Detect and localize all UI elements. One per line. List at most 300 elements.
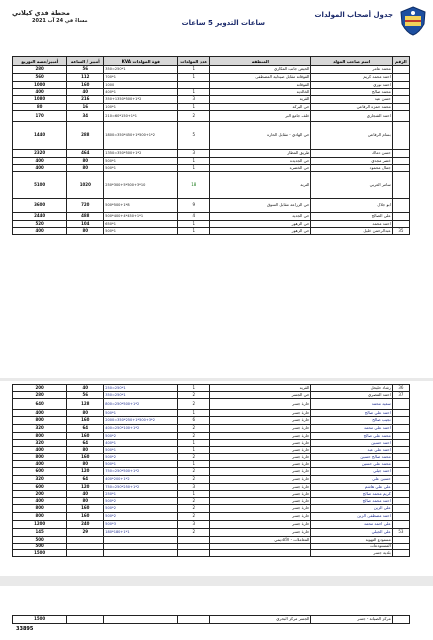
grand-total: 33895 bbox=[16, 626, 34, 632]
generator-count: 5 bbox=[178, 122, 210, 150]
area-name: حارة جسر bbox=[210, 410, 311, 417]
generator-kva: 2*500 bbox=[104, 433, 178, 440]
area-name: حارة جسر bbox=[210, 447, 311, 454]
distribution-share: 400 bbox=[13, 228, 67, 235]
owner-name: مركز الصيانة - جسر bbox=[311, 616, 392, 624]
area-name: حارة جسر bbox=[210, 399, 311, 410]
generator-kva: 2*500+1*450+1*350=1800 bbox=[104, 122, 178, 150]
generator-count: 2 bbox=[178, 498, 210, 505]
amp-hour: 40 bbox=[67, 491, 104, 498]
col-header-number: الرقم bbox=[392, 57, 409, 66]
table-row bbox=[13, 425, 410, 433]
generator-kva: 2*250+1*250=750 bbox=[104, 484, 178, 491]
owner-name: علي الجيلي bbox=[311, 529, 392, 537]
generator-kva: 1*500 bbox=[104, 228, 178, 235]
area-name: الخالديه bbox=[210, 89, 311, 96]
area-name: حارة جسر bbox=[210, 521, 311, 529]
area-name: حارة جسر bbox=[210, 468, 311, 476]
distribution-share: 1500 bbox=[13, 616, 67, 624]
owner-name: احمد مصطفى الزين bbox=[311, 513, 392, 521]
table-row bbox=[13, 521, 410, 529]
table-row bbox=[13, 454, 410, 461]
area-name: حي الهادي - مقابل الحاره bbox=[210, 122, 311, 150]
area-name: الحيص جانب المكاري bbox=[210, 66, 311, 74]
row-number bbox=[392, 513, 409, 521]
area-name: الفوقانه bbox=[210, 82, 311, 89]
generators-table-page-3 bbox=[12, 615, 410, 624]
generator-kva bbox=[104, 537, 178, 544]
owner-name: محمد علي حسين bbox=[311, 461, 392, 468]
distribution-share: 800 bbox=[13, 417, 67, 425]
amp-hour: 40 bbox=[67, 89, 104, 96]
row-number bbox=[392, 104, 409, 111]
distribution-share: 400 bbox=[13, 410, 67, 417]
table-row bbox=[13, 513, 410, 521]
table-row bbox=[13, 158, 410, 165]
distribution-share: 145 bbox=[13, 529, 67, 537]
generators-table-page-2 bbox=[12, 384, 410, 557]
amp-hour: 160 bbox=[67, 505, 104, 513]
row-number bbox=[392, 550, 409, 557]
amp-hour: 80 bbox=[67, 461, 104, 468]
distribution-share: 400 bbox=[13, 447, 67, 454]
amp-hour: 160 bbox=[67, 454, 104, 461]
distribution-share: 1500 bbox=[13, 550, 67, 557]
table-row bbox=[13, 484, 410, 491]
table-header-row bbox=[13, 57, 410, 66]
distribution-share: 600 bbox=[13, 468, 67, 476]
generator-kva: 2*500+3*250+1*350=2000 bbox=[104, 417, 178, 425]
table-row bbox=[13, 199, 410, 213]
table-row bbox=[13, 433, 410, 440]
owner-name: جمال محمود bbox=[311, 165, 392, 172]
distribution-share: 80 bbox=[13, 104, 67, 111]
generator-kva: 2*500+1*350+1350 bbox=[104, 96, 178, 104]
generator-count: 3 bbox=[178, 484, 210, 491]
table-row bbox=[13, 476, 410, 484]
distribution-share: 320 bbox=[13, 425, 67, 433]
area-name: الجسر مركز البحري bbox=[210, 616, 311, 624]
table-row bbox=[13, 537, 410, 544]
owner-name: احمد محمد صالح bbox=[311, 498, 392, 505]
area-name: حارة جسر bbox=[210, 440, 311, 447]
amp-hour: 120 bbox=[67, 484, 104, 491]
area-name: حارة جسر bbox=[210, 529, 311, 537]
document-date: مساءً في 24 آب 2021 bbox=[32, 18, 88, 24]
amp-hour: 64 bbox=[67, 425, 104, 433]
owner-name: احمد محمد كريم bbox=[311, 74, 392, 82]
generator-count: 2 bbox=[178, 505, 210, 513]
owner-name: محمد حمزه الرفاعي bbox=[311, 104, 392, 111]
area-name: حي الزراعه مقابل السوق bbox=[210, 199, 311, 213]
generator-count: 1 bbox=[178, 74, 210, 82]
owner-name: علي الزين bbox=[311, 505, 392, 513]
amp-hour: 464 bbox=[67, 150, 104, 158]
generator-count: 1 bbox=[178, 165, 210, 172]
area-name: حارة جسر bbox=[210, 498, 311, 505]
owner-name: محمد علي صالح bbox=[311, 433, 392, 440]
row-number bbox=[392, 111, 409, 122]
area-name: حارة جسر bbox=[210, 433, 311, 440]
emblem-logo-icon bbox=[399, 6, 427, 36]
generator-count: 1 bbox=[178, 410, 210, 417]
distribution-share: 1200 bbox=[13, 521, 67, 529]
row-number bbox=[392, 150, 409, 158]
owner-name: علي احمد محمد bbox=[311, 521, 392, 529]
row-number bbox=[392, 425, 409, 433]
generator-kva: 2*500 bbox=[104, 505, 178, 513]
generator-count: 1 bbox=[178, 447, 210, 454]
area-name: القريه bbox=[210, 385, 311, 392]
generator-kva: 1*500 bbox=[104, 410, 178, 417]
table-row bbox=[13, 410, 410, 417]
generator-count: 1 bbox=[178, 461, 210, 468]
generator-kva: 8*500+1*500 bbox=[104, 199, 178, 213]
generator-count bbox=[178, 616, 210, 624]
generator-kva: 2*200+1*400 bbox=[104, 476, 178, 484]
row-number bbox=[392, 433, 409, 440]
generator-count: 1 bbox=[178, 491, 210, 498]
distribution-share: 800 bbox=[13, 454, 67, 461]
generator-kva: 1*500 bbox=[104, 165, 178, 172]
amp-hour: 216 bbox=[67, 96, 104, 104]
generator-count: 6 bbox=[178, 417, 210, 425]
row-number bbox=[392, 158, 409, 165]
distribution-share: 170 bbox=[13, 111, 67, 122]
row-number: 53 bbox=[392, 529, 409, 537]
row-number bbox=[392, 96, 409, 104]
row-number bbox=[392, 461, 409, 468]
col-header-area: المنطقة bbox=[210, 57, 311, 66]
table-row bbox=[13, 417, 410, 425]
area-name: حارة جسر bbox=[210, 505, 311, 513]
owner-name: حسين علي bbox=[311, 476, 392, 484]
owner-name: احمد علي عبد bbox=[311, 447, 392, 454]
generator-kva: 1*700 bbox=[104, 74, 178, 82]
distribution-share: 2440 bbox=[13, 213, 67, 221]
generator-count: 2 bbox=[178, 468, 210, 476]
table-row bbox=[13, 468, 410, 476]
table-row bbox=[13, 111, 410, 122]
generator-count: 1 bbox=[178, 221, 210, 228]
generator-count: 2 bbox=[178, 529, 210, 537]
owner-name: محمد صالح حسين bbox=[311, 454, 392, 461]
owner-name: محمد صالح bbox=[311, 89, 392, 96]
generator-kva: 2*100+1*250=400 bbox=[104, 425, 178, 433]
row-number bbox=[392, 410, 409, 417]
generator-kva bbox=[104, 616, 178, 624]
amp-hour: 128 bbox=[67, 399, 104, 410]
owner-name: احمد المصري bbox=[311, 392, 392, 399]
generator-kva: 2*500+1*250=800 bbox=[104, 399, 178, 410]
amp-hour: 80 bbox=[67, 158, 104, 165]
amp-hour: 56 bbox=[67, 66, 104, 74]
amp-hour: 160 bbox=[67, 82, 104, 89]
generator-kva: 3*500 bbox=[104, 521, 178, 529]
generator-kva: 1*500 bbox=[104, 461, 178, 468]
amp-hour bbox=[67, 550, 104, 557]
owner-name: احمد محمد bbox=[311, 221, 392, 228]
amp-hour: 488 bbox=[67, 213, 104, 221]
table-row bbox=[13, 385, 410, 392]
owner-name: نجيب صالح bbox=[311, 417, 392, 425]
generator-count: 1 bbox=[178, 440, 210, 447]
owner-name: علي علي هاشم bbox=[311, 484, 392, 491]
amp-hour: 112 bbox=[67, 74, 104, 82]
row-number bbox=[392, 213, 409, 221]
table-row bbox=[13, 96, 410, 104]
table-row bbox=[13, 66, 410, 74]
row-number bbox=[392, 172, 409, 199]
generator-count: 2 bbox=[178, 513, 210, 521]
generator-kva bbox=[104, 550, 178, 557]
table-row bbox=[13, 440, 410, 447]
owner-name: احمد حسين bbox=[311, 440, 392, 447]
distribution-share: 500 bbox=[13, 544, 67, 550]
amp-hour: 56 bbox=[67, 392, 104, 399]
row-number bbox=[392, 468, 409, 476]
distribution-share: 1000 bbox=[13, 82, 67, 89]
row-number: 36 bbox=[392, 385, 409, 392]
area-name: القريه bbox=[210, 96, 311, 104]
table-body bbox=[13, 385, 410, 557]
generator-count: 1 bbox=[178, 228, 210, 235]
owner-name: احمد نوري bbox=[311, 82, 392, 89]
amp-hour: 80 bbox=[67, 165, 104, 172]
distribution-share: 600 bbox=[13, 484, 67, 491]
distribution-share: 5100 bbox=[13, 172, 67, 199]
distribution-share: 800 bbox=[13, 513, 67, 521]
distribution-share: 320 bbox=[13, 440, 67, 447]
generator-count: 2 bbox=[178, 111, 210, 122]
amp-hour: 16 bbox=[67, 104, 104, 111]
row-number bbox=[392, 199, 409, 213]
row-number bbox=[392, 82, 409, 89]
table-row bbox=[13, 447, 410, 454]
amp-hour: 80 bbox=[67, 447, 104, 454]
generator-kva: 1*400 bbox=[104, 89, 178, 96]
distribution-share: 1080 bbox=[13, 96, 67, 104]
row-number bbox=[392, 616, 409, 624]
area-name bbox=[210, 550, 311, 557]
generators-table-page-1 bbox=[12, 56, 410, 235]
distribution-share: 400 bbox=[13, 498, 67, 505]
table-row bbox=[13, 221, 410, 228]
table-row bbox=[13, 505, 410, 513]
amp-hour: 288 bbox=[67, 122, 104, 150]
amp-hour: 160 bbox=[67, 513, 104, 521]
table-row bbox=[13, 399, 410, 410]
col-header-count: عدد المولدات bbox=[178, 57, 210, 66]
distribution-share: 500 bbox=[13, 537, 67, 544]
row-number bbox=[392, 454, 409, 461]
generator-kva: 1*150+1*60=210 bbox=[104, 111, 178, 122]
row-number bbox=[392, 521, 409, 529]
owner-name: المستودعات bbox=[311, 544, 392, 550]
generator-count: 9 bbox=[178, 199, 210, 213]
owner-name: مستودع التهوية bbox=[311, 537, 392, 544]
owner-name: محمد عامر bbox=[311, 66, 392, 74]
amp-hour: 120 bbox=[67, 468, 104, 476]
distribution-share: 800 bbox=[13, 505, 67, 513]
generator-kva: 1*500 bbox=[104, 447, 178, 454]
generator-kva: 10*500+3*300+5*250 bbox=[104, 172, 178, 199]
distribution-share: 280 bbox=[13, 392, 67, 399]
area-name: المعاملات - الأكاديمي bbox=[210, 537, 311, 544]
generator-count bbox=[178, 82, 210, 89]
generator-count: 1 bbox=[178, 104, 210, 111]
generator-kva: 1*400 bbox=[104, 440, 178, 447]
generator-count bbox=[178, 550, 210, 557]
amp-hour: 29 bbox=[67, 529, 104, 537]
col-header-share: أمبير/حصة التوزيع bbox=[13, 57, 67, 66]
area-name: طريق المطار bbox=[210, 150, 311, 158]
area-name: حارة جسر bbox=[210, 484, 311, 491]
area-name: حارة جسر bbox=[210, 491, 311, 498]
generator-count: 2 bbox=[178, 476, 210, 484]
distribution-share: 560 bbox=[13, 74, 67, 82]
table-body bbox=[13, 616, 410, 624]
table-row bbox=[13, 461, 410, 468]
distribution-share: 200 bbox=[13, 491, 67, 498]
col-header-kva: قوة المولدات KVA bbox=[104, 57, 178, 66]
amp-hour: 64 bbox=[67, 440, 104, 447]
distribution-share: 400 bbox=[13, 89, 67, 96]
row-number bbox=[392, 484, 409, 491]
generator-count: 1 bbox=[178, 158, 210, 165]
owner-name: سعيد محمد bbox=[311, 399, 392, 410]
table-row bbox=[13, 82, 410, 89]
row-number bbox=[392, 89, 409, 96]
table-row bbox=[13, 104, 410, 111]
table-row bbox=[13, 529, 410, 537]
table-row bbox=[13, 165, 410, 172]
distribution-share: 2320 bbox=[13, 150, 67, 158]
row-number bbox=[392, 417, 409, 425]
table-row bbox=[13, 616, 410, 624]
owner-name: حسن دماك bbox=[311, 150, 392, 158]
row-number bbox=[392, 537, 409, 544]
table-row bbox=[13, 228, 410, 235]
generator-count: 4 bbox=[178, 213, 210, 221]
generator-count: 2 bbox=[178, 399, 210, 410]
area-name: حي البركه bbox=[210, 104, 311, 111]
amp-hour: 240 bbox=[67, 521, 104, 529]
generator-kva: 1*250 bbox=[104, 491, 178, 498]
owner-name: ابو جلال bbox=[311, 199, 392, 213]
owner-name: احمد علي محمد bbox=[311, 425, 392, 433]
row-number bbox=[392, 447, 409, 454]
table-row bbox=[13, 213, 410, 221]
area-name: حي الجديده bbox=[210, 158, 311, 165]
owner-name: علي الصالح bbox=[311, 213, 392, 221]
amp-hour: 34 bbox=[67, 111, 104, 122]
owner-name: بسام الرفاعي bbox=[311, 122, 392, 150]
generator-count: 3 bbox=[178, 150, 210, 158]
table-row bbox=[13, 150, 410, 158]
amp-hour: 64 bbox=[67, 476, 104, 484]
distribution-share: 3600 bbox=[13, 199, 67, 213]
area-name: حارة جسر bbox=[210, 461, 311, 468]
generator-count: 1 bbox=[178, 385, 210, 392]
table-row bbox=[13, 122, 410, 150]
row-number: 35 bbox=[392, 228, 409, 235]
table-row bbox=[13, 172, 410, 199]
row-number bbox=[392, 74, 409, 82]
generator-count bbox=[178, 537, 210, 544]
area-name: الفوقانه مقابل صيدلية المصطفى bbox=[210, 74, 311, 82]
page-2 bbox=[0, 381, 433, 576]
row-number bbox=[392, 221, 409, 228]
amp-hour bbox=[67, 537, 104, 544]
generator-kva: 1*250=350 bbox=[104, 66, 178, 74]
distribution-share: 400 bbox=[13, 158, 67, 165]
owner-name: بلدية جسر bbox=[311, 550, 392, 557]
col-header-amp: أمبير / الساعة bbox=[67, 57, 104, 66]
generator-kva: 1*250=250 bbox=[104, 385, 178, 392]
area-name: حارة جسر bbox=[210, 417, 311, 425]
owner-name: رشاد حليحل bbox=[311, 385, 392, 392]
distribution-share: 280 bbox=[13, 66, 67, 74]
table-row bbox=[13, 74, 410, 82]
generator-kva: 1*100 bbox=[104, 104, 178, 111]
amp-hour: 80 bbox=[67, 498, 104, 505]
generator-count: 1 bbox=[178, 89, 210, 96]
generator-count: 2 bbox=[178, 433, 210, 440]
row-number bbox=[392, 491, 409, 498]
amp-hour: 80 bbox=[67, 228, 104, 235]
distribution-share: 400 bbox=[13, 461, 67, 468]
amp-hour: 160 bbox=[67, 433, 104, 440]
owner-name: كريم محمد صالح bbox=[311, 491, 392, 498]
generator-kva: 1*250=350 bbox=[104, 392, 178, 399]
generator-kva: 1*180+1*180 bbox=[104, 529, 178, 537]
rotation-hours: ساعات التدوير 5 ساعات bbox=[181, 19, 265, 27]
table-row bbox=[13, 491, 410, 498]
row-number bbox=[392, 498, 409, 505]
amp-hour bbox=[67, 616, 104, 624]
area-name: حي الخضره bbox=[210, 165, 311, 172]
row-number bbox=[392, 476, 409, 484]
area-name: التربه bbox=[210, 172, 311, 199]
document-title: جدول أصحاب المولدات bbox=[314, 11, 393, 19]
distribution-share: 800 bbox=[13, 433, 67, 440]
distribution-share: 400 bbox=[13, 165, 67, 172]
generator-kva: 1*450+1*400+4*500 bbox=[104, 213, 178, 221]
owner-name: سامر العربي bbox=[311, 172, 392, 199]
distribution-share: 320 bbox=[13, 476, 67, 484]
area-name: حارة جسر bbox=[210, 476, 311, 484]
owner-name: حسن عيد bbox=[311, 96, 392, 104]
owner-name: احمد الشجاري bbox=[311, 111, 392, 122]
generator-kva: 2*500 bbox=[104, 513, 178, 521]
row-number: 37 bbox=[392, 392, 409, 399]
area-name: حي الزهور bbox=[210, 228, 311, 235]
amp-hour: 80 bbox=[67, 410, 104, 417]
generator-kva: 2*500+1*350=1350 bbox=[104, 150, 178, 158]
generator-kva: 1*650 bbox=[104, 221, 178, 228]
amp-hour: 720 bbox=[67, 199, 104, 213]
area-name: حي الجديد bbox=[210, 213, 311, 221]
distribution-share: 200 bbox=[13, 385, 67, 392]
row-number bbox=[392, 440, 409, 447]
amp-hour: 160 bbox=[67, 417, 104, 425]
amp-hour: 1020 bbox=[67, 172, 104, 199]
generator-count: 2 bbox=[178, 425, 210, 433]
row-number bbox=[392, 165, 409, 172]
generator-kva: 1000 bbox=[104, 82, 178, 89]
area-name: حي الزهور bbox=[210, 221, 311, 228]
